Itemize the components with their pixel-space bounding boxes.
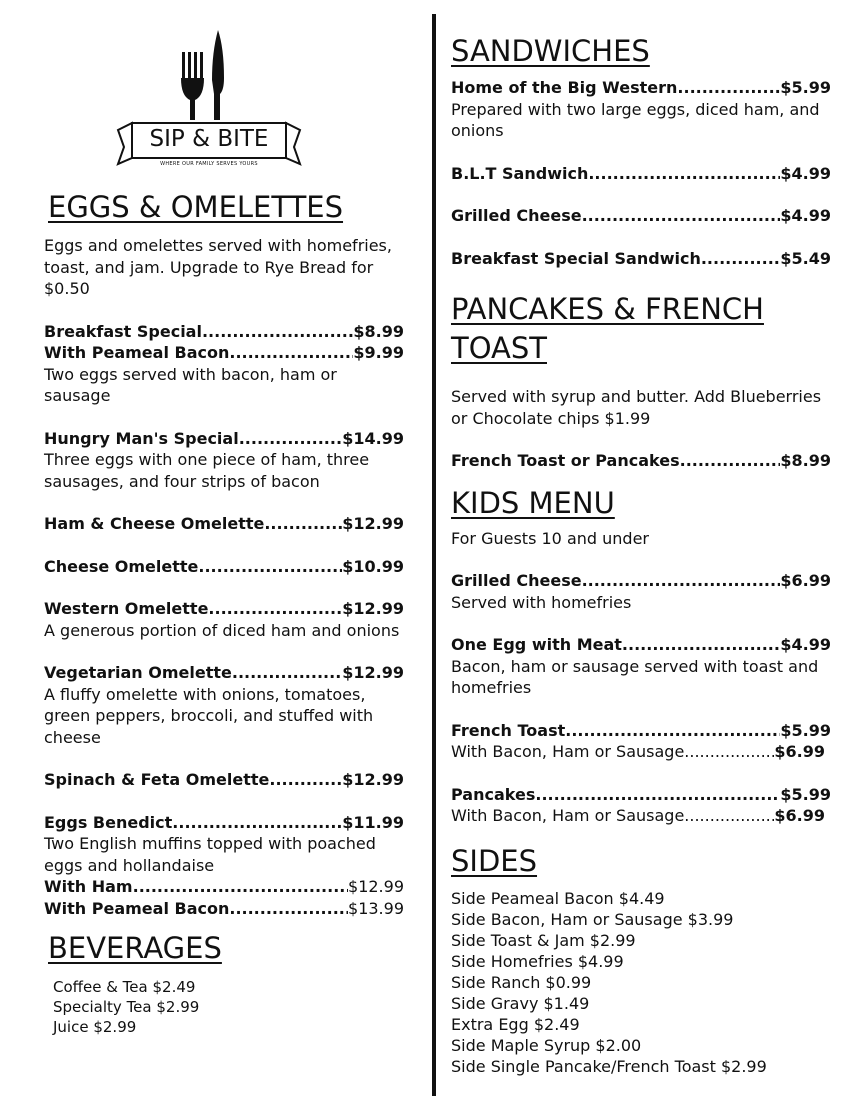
side-item: Extra Egg $2.49 bbox=[451, 1014, 580, 1034]
side-item: Side Gravy $1.49 bbox=[451, 993, 590, 1013]
menu-item-row bbox=[451, 77, 831, 99]
item-description: Served with homefries bbox=[451, 592, 632, 612]
menu-item-row bbox=[451, 248, 831, 270]
leader-dots bbox=[582, 205, 781, 227]
menu-item-row bbox=[451, 163, 831, 185]
item-name: Cheese Omelette bbox=[44, 556, 199, 576]
item-name: B.L.T Sandwich bbox=[451, 163, 589, 183]
item-price: $8.99 bbox=[780, 451, 831, 470]
side-item: Side Peameal Bacon $4.49 bbox=[451, 888, 665, 908]
leader-dots bbox=[198, 556, 342, 578]
right-column bbox=[451, 34, 831, 1077]
item-price: $11.99 bbox=[342, 812, 404, 832]
item-name: Pancakes bbox=[451, 784, 536, 804]
item-price: $4.99 bbox=[780, 635, 831, 654]
item-description: A fluffy omelette with onions, tomatoes, green peppers, broccoli, and stuffed with cheese bbox=[44, 684, 374, 747]
leader-dots bbox=[269, 769, 342, 791]
section-heading-eggs: EGGS & OMELETTES bbox=[48, 190, 344, 224]
beverage-item: Specialty Tea $2.99 bbox=[53, 998, 200, 1016]
menu-item-row bbox=[451, 634, 831, 656]
left-column bbox=[44, 190, 404, 1037]
menu-item-row bbox=[451, 570, 831, 592]
item-name: With Peameal Bacon bbox=[44, 898, 230, 918]
pancakes-intro: Served with syrup and butter. Add Blueberries or Chocolate chips $1.99 bbox=[451, 387, 822, 428]
side-item: Side Bacon, Ham or Sausage $3.99 bbox=[451, 909, 734, 929]
menu-item-row bbox=[451, 805, 825, 827]
menu-item-row bbox=[44, 342, 404, 364]
item-description: Two English muffins topped with poached eggs and hollandaise bbox=[44, 834, 376, 875]
kids-intro: For Guests 10 and under bbox=[451, 528, 649, 548]
leader-dots bbox=[588, 163, 780, 185]
item-name: With Bacon, Ham or Sausage bbox=[451, 742, 685, 761]
item-description: Prepared with two large eggs, diced ham, and onions bbox=[451, 99, 820, 140]
leader-dots bbox=[680, 450, 781, 472]
leader-dots bbox=[582, 570, 781, 592]
leader-dots bbox=[684, 805, 774, 827]
leader-dots bbox=[202, 321, 353, 343]
item-name: With Bacon, Ham or Sausage bbox=[451, 806, 685, 825]
section-heading-kids: KIDS MENU bbox=[451, 485, 615, 520]
item-name: French Toast or Pancakes bbox=[451, 451, 680, 470]
item-price: $4.99 bbox=[780, 163, 831, 183]
item-price: $5.49 bbox=[780, 248, 831, 268]
item-name: Western Omelette bbox=[44, 599, 209, 618]
leader-dots bbox=[229, 898, 348, 920]
item-name: Home of the Big Western bbox=[451, 78, 678, 97]
item-price: $13.99 bbox=[348, 898, 404, 918]
item-price: $12.99 bbox=[342, 663, 404, 682]
item-price: $12.99 bbox=[342, 770, 404, 789]
section-heading-beverages: BEVERAGES bbox=[48, 931, 222, 965]
menu-item-row bbox=[44, 662, 404, 684]
item-name: Grilled Cheese bbox=[451, 206, 582, 225]
menu-item-row bbox=[44, 428, 404, 450]
menu-item-row bbox=[44, 321, 404, 343]
logo-name: SIP & BITE bbox=[149, 126, 269, 152]
item-name: Grilled Cheese bbox=[451, 571, 582, 590]
leader-dots bbox=[565, 720, 780, 742]
beverages-list bbox=[53, 977, 404, 1037]
item-name: Breakfast Special Sandwich bbox=[451, 248, 701, 268]
item-price: $8.99 bbox=[353, 321, 404, 341]
section-heading-pancakes: PANCAKES & FRENCH TOAST bbox=[451, 292, 764, 365]
side-item: Side Toast & Jam $2.99 bbox=[451, 930, 636, 950]
beverage-item: Juice $2.99 bbox=[53, 1018, 137, 1036]
leader-dots bbox=[684, 741, 774, 763]
item-name: One Egg with Meat bbox=[451, 635, 622, 654]
leader-dots bbox=[232, 662, 342, 684]
menu-item-row bbox=[451, 741, 825, 763]
item-name: Hungry Man's Special bbox=[44, 428, 239, 448]
menu-item-row bbox=[451, 784, 831, 806]
sides-list bbox=[451, 888, 831, 1077]
menu-item-row bbox=[451, 450, 831, 472]
sip-and-bite-logo bbox=[114, 30, 304, 175]
menu-item-row bbox=[44, 812, 404, 834]
item-name: With Ham bbox=[44, 877, 133, 896]
item-name: Breakfast Special bbox=[44, 321, 202, 341]
item-price: $4.99 bbox=[780, 206, 831, 225]
item-price: $5.99 bbox=[780, 78, 831, 97]
item-price: $9.99 bbox=[353, 343, 404, 362]
leader-dots bbox=[208, 598, 342, 620]
item-description: A generous portion of diced ham and onions bbox=[44, 620, 400, 640]
section-heading-sides: SIDES bbox=[451, 843, 538, 878]
leader-dots bbox=[239, 428, 343, 450]
item-price: $12.99 bbox=[342, 599, 404, 618]
menu-item-row bbox=[44, 898, 404, 920]
item-price: $10.99 bbox=[342, 556, 404, 576]
item-name: French Toast bbox=[451, 720, 566, 740]
side-item: Side Ranch $0.99 bbox=[451, 972, 592, 992]
item-price: $6.99 bbox=[774, 742, 825, 761]
section-heading-sandwiches: SANDWICHES bbox=[451, 34, 650, 68]
item-price: $6.99 bbox=[780, 571, 831, 590]
side-item: Side Single Pancake/French Toast $2.99 bbox=[451, 1056, 767, 1076]
menu-item-row bbox=[44, 769, 404, 791]
item-name: Vegetarian Omelette bbox=[44, 663, 232, 682]
leader-dots bbox=[229, 342, 353, 364]
menu-item-row bbox=[44, 556, 404, 578]
leader-dots bbox=[172, 812, 342, 834]
leader-dots bbox=[133, 876, 348, 898]
item-description: Bacon, ham or sausage served with toast and homefries bbox=[451, 656, 819, 697]
beverage-item: Coffee & Tea $2.49 bbox=[53, 978, 196, 996]
leader-dots bbox=[677, 77, 780, 99]
side-item: Side Homefries $4.99 bbox=[451, 951, 624, 971]
menu-item-row bbox=[44, 876, 404, 898]
side-item: Side Maple Syrup $2.00 bbox=[451, 1035, 642, 1055]
leader-dots bbox=[622, 634, 780, 656]
leader-dots bbox=[701, 248, 781, 270]
item-price: $12.99 bbox=[342, 514, 404, 533]
leader-dots bbox=[264, 513, 342, 535]
logo-tagline: WHERE OUR FAMILY SERVES YOURS bbox=[160, 161, 258, 167]
menu-item-row bbox=[44, 598, 404, 620]
item-name: Eggs Benedict bbox=[44, 812, 173, 832]
item-price: $5.99 bbox=[780, 720, 831, 740]
leader-dots bbox=[535, 784, 780, 806]
menu-item-row bbox=[44, 513, 404, 535]
fork-and-knife-icon bbox=[114, 30, 304, 175]
eggs-intro: Eggs and omelettes served with homefries, toast, and jam. Upgrade to Rye Bread for $0.50 bbox=[44, 236, 392, 298]
item-price: $5.99 bbox=[780, 784, 831, 804]
menu-item-row bbox=[451, 720, 831, 742]
item-name: Spinach & Feta Omelette bbox=[44, 770, 270, 789]
column-divider bbox=[432, 14, 436, 1096]
menu-item-row bbox=[451, 205, 831, 227]
item-name: With Peameal Bacon bbox=[44, 343, 230, 362]
item-description: Three eggs with one piece of ham, three sausages, and four strips of bacon bbox=[44, 450, 370, 491]
item-price: $6.99 bbox=[774, 806, 825, 825]
item-description: Two eggs served with bacon, ham or sausage bbox=[44, 364, 337, 405]
item-price: $12.99 bbox=[348, 877, 404, 896]
item-name: Ham & Cheese Omelette bbox=[44, 514, 265, 533]
item-price: $14.99 bbox=[342, 428, 404, 448]
